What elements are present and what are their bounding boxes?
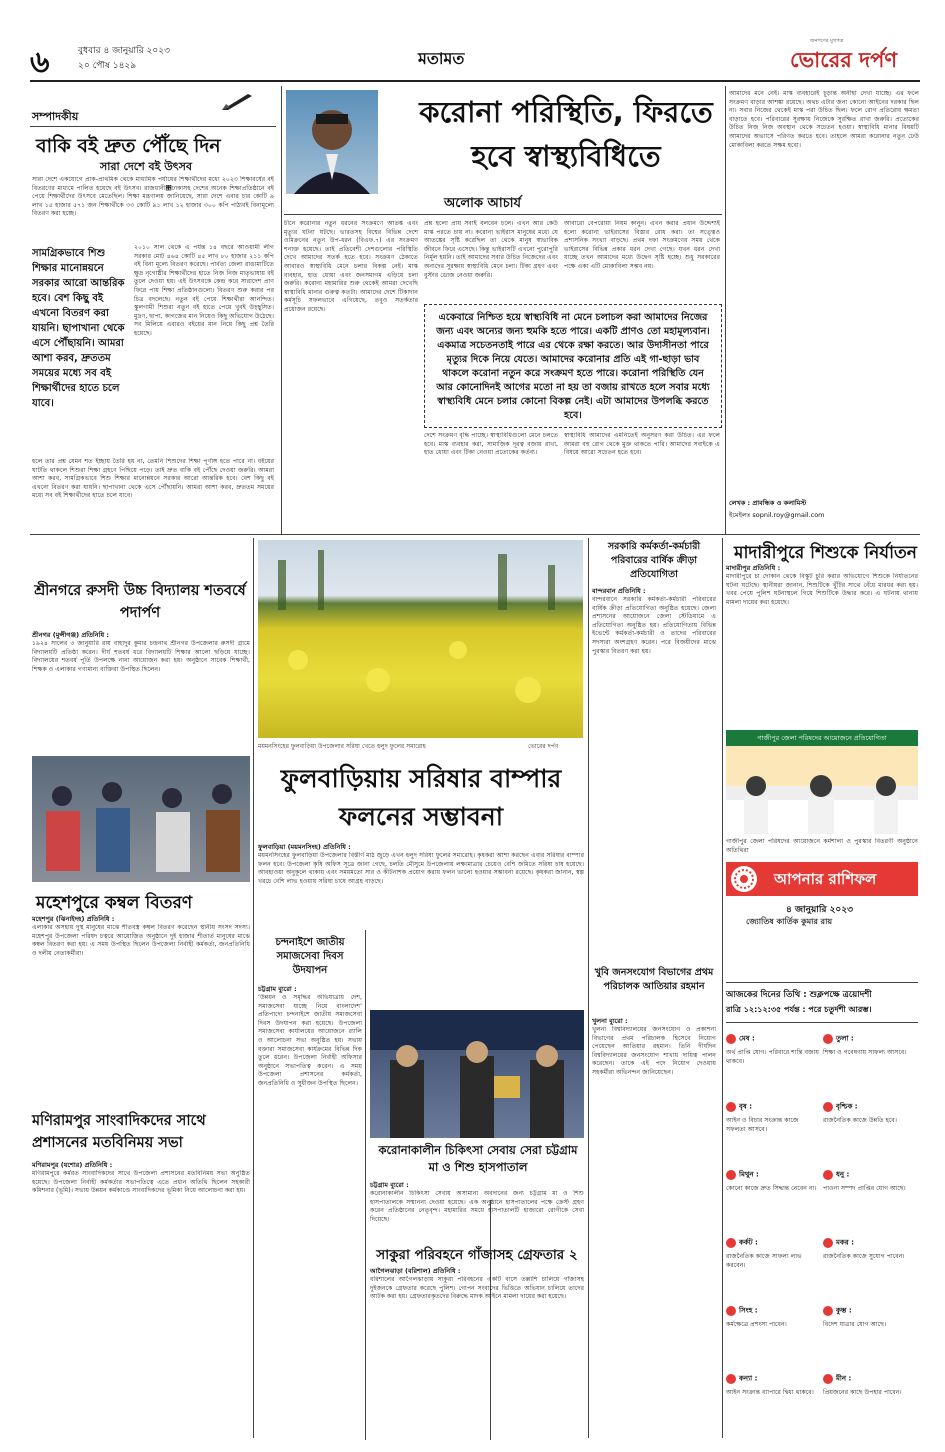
mustard-byline: ফুলবাড়িয়া (ময়মনসিংহ) প্রতিনিধি : [258,843,351,851]
sports-body: বান্দরবানে সরকারি কর্মকর্তা-কর্মচারী পরিবারের বার্ষিক ক্রীড়া প্রতিযোগিতা অনুষ্ঠিত হয়েছে। জেলা প্রশাসনের আয়োজনে জেলা স্টেডিয়ামে এ প্রতিযোগিতা অনুষ্ঠিত হয়। প্রতিযোগিতায় বিভিন্ন ইভেন্টে কর্মকর্তা-কর্মচারী ও তাদের পরিবারের সদস্যরা অংশগ্রহণ করেন। পরে বিজয়ীদের মাঝে পুরস্কার বিতরণ করা হয়। [592,596,716,655]
maheshpur-byline: মহেশপুর (ঝিনাইদহ) প্রতিনিধি : [32,915,115,923]
zodiac-icon [823,1306,833,1316]
zodiac-icon [823,1034,833,1044]
srinagar-headline: শ্রীনগরে রুসদী উচ্চ বিদ্যালয় শতবর্ষে পদার্পণ [34,583,246,621]
page-number: ৬ [30,45,50,80]
gazipur-banner-text: গাজীপুর জেলা পরিষদের আয়োজনে প্রতিযোগিতা [726,730,918,746]
zodiac-sign-entry [823,1096,917,1160]
mustard-field-photo [258,540,583,738]
opinion-col-4: আমাদের মনে নেই। মাস্ক ব্যবহারেই চূড়ান্ত অনীহা দেখা যাচ্ছে। এর ফলে সংক্রমণ বাড়ার আশঙ্কা রয়েছে। অথচ এটার জন্য কোনো আইনের দরকার ছিল না। সবার নিজের থেকেই মাস্ক পরা উচিত ছিল। ফলে রোগ প্রতিরোধ ক্ষমতা বাড়াতে হবে। পরিবারের সুরক্ষায় নিজেকে সুরক্ষিত রাখা জরুরি। প্রত্যেকের উচিত নিজ নিজ অবস্থান থেকে সচেতন হওয়া। স্বাস্থ্যবিধি মানার বিষয়টি আমাদের অভ্যাসে পরিণত করতে হবে। তাহলে আমরা করোনার নতুন ঢেউ মোকাবিলা করতে সক্ষম হবো। [729,90,919,149]
gazipur-event-photo [726,730,918,834]
zodiac-sign-name: কুম্ভ : [836,1306,852,1315]
opinion-author: অলোক আচার্য [444,196,521,211]
horoscope-title: আপনার রাশিফল [774,870,877,888]
zodiac-sign-name: ধনু : [836,1170,850,1179]
zodiac-sign-text: রাজনৈতিক কাজে সাফল্য লাভ করবেন। [726,1253,802,1269]
zodiac-sign-entry [823,1028,917,1092]
zodiac-signs-grid [726,1028,918,1436]
blanket-photo [32,756,250,882]
section-title: মতামত [418,49,465,68]
zodiac-sign-entry [726,1232,820,1296]
zodiac-icon [823,1102,833,1112]
zodiac-sign-name: বৃষ : [739,1102,752,1111]
zodiac-sign-entry [726,1300,820,1364]
khulna-headline: খুবি জনসংযোগ বিভাগের প্রথম পরিচালক আতিয়ার রহমান [594,967,714,992]
mustard-photo-credit: ভোরের দর্পণ [528,743,559,750]
editorial-body-3: হলে তার প্রশ্ন যেমন শত ইচ্ছায় তৈরি হয় না, তেমনি শিশুদের শিক্ষা পূর্ণাঙ্গ হতে পারে না। বইয়ের ঘাটতি থাকলে শিশুরা শিক্ষা গ্রহণে পিছিয়ে পড়ে। তাই দ্রুত বাকি বই পৌঁছে দেওয়া জরুরি। আমরা আশা করব, সামগ্রিকভাবে শিশু শিক্ষার মানোন্নয়নে সরকার আরো আন্তরিক হবে। বেশ কিছু বই এখনো বিতরণ করা যায়নি। ছাপাখানা থেকে এসে পৌঁছায়নি। আমরা আশা করব, দ্রুততম সময়ের মধ্যে সব বই শিক্ষার্থীদের হাতে চলে যাবে। [32,458,274,500]
mustard-body: ময়মনসিংহের ফুলবাড়িয়া উপজেলার বিস্তীর্ণ মাঠ জুড়ে এখন হলুদ সরিষা ফুলের সমারোহ। কৃষকরা আশা করছেন এবার সরিষার বাম্পার ফলন হবে। উপজেলা কৃষি অফিস সূত্রে জানা গেছে, চলতি মৌসুমে উপজেলায় লক্ষ্যমাত্রার চেয়েও বেশি জমিতে সরিষা চাষ হয়েছে। আবহাওয়া অনুকূলে থাকায় এবং সময়মতো সার ও কীটনাশক প্রয়োগ করায় ফলন ভালো হওয়ার সম্ভাবনা রয়েছে। কৃষকরা জানান, স্বল্প খরচে বেশি লাভ হওয়ায় সরিষা চাষে আগ্রহ বাড়ছে। [258,852,584,885]
srinagar-byline: শ্রীনগর (মুন্সীগঞ্জ) প্রতিনিধি : [32,631,110,639]
horoscope-date: ৪ জানুয়ারি ২০২৩ [786,905,853,915]
zodiac-sign-entry [726,1368,820,1432]
opinion-headline: করোনা পরিস্থিতি, ফিরতে হবে স্বাস্থ্যবিধিতে [419,95,713,173]
paper-logo: ভোরের দর্পণ [790,48,898,72]
opinion-col-1: চীনে করোনার নতুন ধরনের সংক্রমণে আতঙ্ক এবং মৃত্যুর ঘটনা ঘটছে। ভারতসহ বিশ্বের বিভিন্ন দেশে ওমিক্রনের নতুন উপ-ধরন (বিএফ.৭) এর সংক্রমণ শনাক্ত হয়েছে। তাই প্রতিবেশী দেশগুলোর পরিস্থিতি দেখে আমাদের সতর্ক হতে হবে। সংক্রমণ ঠেকাতে আবারও স্বাস্থ্যবিধি মেনে চলার বিকল্প নেই। মাস্ক ব্যবহার, হাত ধোয়া এবং জনসমাগম এড়িয়ে চলা জরুরি। করোনা মহামারির শুরু থেকেই আমরা দেখেছি স্বাস্থ্যবিধি মানার গুরুত্ব কতটা। আমাদের দেশে টিকাদান কর্মসূচি সফলভাবে এগিয়েছে, তবুও সতর্কতার প্রয়োজন রয়েছে। [284,220,418,313]
chandanaish-byline: চট্টগ্রাম ব্যুরো : [258,985,297,993]
zodiac-icon [726,1238,736,1248]
paper-tagline: জনগণের মুখপত্র [810,38,844,44]
zodiac-sign-name: মিথুন : [739,1170,759,1179]
madaripur-byline: মাদারীপুর প্রতিনিধি : [726,564,781,572]
maheshpur-body: এলাকার অসহায় দুস্থ মানুষের মাঝে শীতবস্ত্র কম্বল বিতরণ করেছেন স্থানীয় সংসদ সদস্য। মহেশপুর উপজেলা পরিষদ চত্বরে আয়োজিত অনুষ্ঠানে দুই হাজার শীতার্ত মানুষের মাঝে কম্বল বিতরণ করা হয়। এ সময় উপস্থিত ছিলেন উপজেলা নির্বাহী কর্মকর্তা, জনপ্রতিনিধি ও দলীয় নেতাকর্মীরা। [32,924,250,957]
gazipur-caption: গাজীপুর জেলা পরিষদের আয়োজনে কর্মশালা ও পুরস্কার বিতরণী অনুষ্ঠানে অতিথিরা [726,838,918,854]
opinion-tail-2: স্বাস্থ্যবিধি আমাদের এমনিতেই অনুসরণ করা উচিত। এর ফলে আমরা বহু রোগ থেকে মুক্ত থাকতে পারি। আমাদের সবাইকে এ বিষয়ে আরো সচেতন হতে হবে। [564,432,720,457]
horoscope-box [726,862,918,1440]
zodiac-icon [726,1102,736,1112]
zodiac-sign-name: বৃশ্চিক : [836,1102,858,1111]
hospital-award-photo [370,1010,584,1138]
zodiac-sign-entry [823,1164,917,1228]
maheshpur-headline: মহেশপুরে কম্বল বিতরণ [36,893,193,913]
zodiac-sign-entry [726,1096,820,1160]
opinion-callout [424,304,722,428]
sakura-byline: আগৈলঝাড়া (বরিশাল) প্রতিনিধি : [370,1267,461,1275]
editorial-subhead: সারা দেশে বই উৎসব [100,160,193,173]
editorial-section [30,86,276,532]
opinion-col-2: প্রশ্ন হলো প্রায় সবাই বলবেন চলে। এখন আর কেউ মাস্ক পরতে চায় না। করোনা ভাইরাস মানুষের মধ্যে যে আতঙ্কের সৃষ্টি করেছিল তা থেকে মানুষ স্বাভাবিক জীবনে ফিরে এসেছে। কিন্তু ভাইরাসটি এখনো পুরোপুরি নির্মূল হয়নি। তাই আমাদের সবার উচিত নিজেদের এবং অন্যদের সুরক্ষায় স্বাস্থ্যবিধি মেনে চলা। টিকা গ্রহণ এবং বুস্টার ডোজ নেওয়া জরুরি। [424,220,558,279]
chandanaish-body: ‘উন্নয়ন ও সমৃদ্ধির অভিযাত্রায় দেশ, সমাজসেবা যাচ্ছে নিয়ে বাংলাদেশ’ প্রতিপাদ্যে চন্দনাইশে জাতীয় সমাজসেবা দিবস উদযাপন করা হয়েছে। উপজেলা সমাজসেবা কার্যালয়ের আয়োজনে র‍্যালি ও আলোচনা সভা অনুষ্ঠিত হয়। সভায় বক্তারা সমাজসেবা কার্যক্রমের বিভিন্ন দিক তুলে ধরেন। উপজেলা নির্বাহী অফিসার অনুষ্ঠানে সভাপতিত্ব করেন। এ সময় উপজেলা প্রশাসনের কর্মকর্তা, জনপ্রতিনিধি ও সুধীজন উপস্থিত ছিলেন। [258,994,362,1087]
zodiac-icon [726,1374,736,1384]
author-email: ইমেইলঃ sopnil.roy@gmail.com [729,511,825,519]
zodiac-icon [823,1374,833,1384]
zodiac-sign-name: সিংহ : [739,1306,758,1315]
tithi-time: রাত্রি ১২:১২:৩৫ পর্যন্ত : পরে চতুর্দশী আরম্ভ। [726,1005,872,1014]
zodiac-sign-text: শিক্ষা ও গবেষণায় সাফল্য আসবে। [823,1049,907,1056]
sakura-body: বরিশালের আগৈলঝাড়ায় সাকুরা পরিবহনের একটি বাসে তল্লাশি চালিয়ে গাঁজাসহ দুইজনকে গ্রেফতার করেছে পুলিশ। গোপন সংবাদের ভিত্তিতে অভিযান চালিয়ে তাদের আটক করা হয়। গ্রেফতারকৃতদের বিরুদ্ধে মাদক আইনে মামলা দায়ের করা হয়েছে। [370,1276,584,1301]
editorial-label: সম্পাদকীয় [32,110,79,123]
opinion-callout-text: একেবারে নিশ্চিত হয়ে স্বাস্থ্যবিধি না মেনে চলাচল করা আমাদের নিজের জন্য এবং অন্যের জন্য হুমকি হতে পারে। একটি প্রাণও তো মহামূল্যবান। একমাত্র সচেতনতাই পারে এর থেকে রক্ষা করতে। আর উদাসীনতা পারে মৃত্যুর দিকে নিয়ে যেতে। আমাদের করোনার প্রতি এই গা-ছাড়া ভাব থাকলে করোনা নতুন করে সংক্রমণ হতে পারে। করোনা পরিস্থিতি যেন আর কোনোদিনই আগের মতো না হয় তা বজায় রাখতে হলে সবার মধ্যে স্বাস্থ্যবিধি মেনে চলার কোনো বিকল্প নেই। এটা আমাদের উপলব্ধি করতে হবে। [436,312,710,421]
zodiac-icon [823,1238,833,1248]
zodiac-sign-name: কর্কট : [739,1238,758,1247]
khulna-body: খুলনা বিশ্ববিদ্যালয়ের জনসংযোগ ও প্রকাশনা বিভাগের প্রথম পরিচালক হিসেবে নিয়োগ পেয়েছেন আতিয়ার রহমান। তিনি দীর্ঘদিন বিশ্ববিদ্যালয়ের জনসংযোগ শাখায় দায়িত্ব পালন করেছেন। তাকে এই পদে নিয়োগ দেওয়ায় সহকর্মীরা অভিনন্দন জানিয়েছেন। [592,1026,716,1076]
srinagar-body: ১৯২৪ সালের ৩ জানুয়ারি রায় বাহাদুর কুমার চন্দ্রনাথ শ্রীনগর উপজেলার রুসদী গ্রামে বিদ্যালয়টি প্রতিষ্ঠা করেন। দীর্ঘ শতবর্ষ ধরে বিদ্যালয়টি শিক্ষার আলো ছড়িয়ে যাচ্ছে। বিদ্যালয়ের শতবর্ষ পূর্তি উপলক্ষে নানা আয়োজন করা হয়। অনুষ্ঠানে সাবেক শিক্ষার্থী, শিক্ষক ও এলাকার গণ্যমান্য ব্যক্তিরা উপস্থিত ছিলেন। [32,640,250,673]
zodiac-sign-name: তুলা : [836,1034,854,1043]
chandanaish-headline: চন্দনাইশে জাতীয় সমাজসেবা দিবস উদযাপন [275,937,345,976]
zodiac-sign-text: অর্থ প্রাপ্তি যোগ। পরিবারে শান্তি বজায় থাকবে। [726,1049,820,1065]
mustard-headline: ফুলবাড়িয়ায় সরিষার বাম্পার ফলনের সম্ভাবনা [280,764,562,831]
zodiac-sign-text: রাজনৈতিক কাজে সুযোগ পাবেন। [823,1253,905,1260]
zodiac-sign-entry [823,1232,917,1296]
sports-byline: বান্দরবান প্রতিনিধি : [592,587,646,595]
date-line-1: বুধবার ৪ জানুয়ারি ২০২৩ [78,46,170,56]
author-note: লেখক : প্রাবন্ধিক ও কলামিস্ট [729,499,807,507]
monirampur-byline: মণিরামপুর (যশোর) প্রতিনিধি : [32,1161,113,1169]
masthead [0,0,945,80]
date-line-2: ২০ পৌষ ১৪২৯ [78,61,137,71]
zodiac-sign-text: আইন সংক্রান্ত ব্যাপারে দ্বিধা থাকবে। [726,1389,814,1396]
zodiac-sign-entry [823,1300,917,1364]
horoscope-astrologer: জ্যোতিষ কার্তিক কুমার রায় [746,917,833,926]
hospital-byline: চট্টগ্রাম ব্যুরো : [370,1181,409,1189]
editorial-body-1: সারা দেশে একযোগে প্রাক-প্রাথমিক থেকে মাধ্যমিক পর্যায়ের শিক্ষার্থীদের মধ্যে ২০২৩ শিক্ষাবর্ষের বই বিতরণের মাধ্যমে পালিত হয়েছে বই উৎসব। রাজধানী঵ঢাকাসহ দেশের অনেক শিক্ষাপ্রতিষ্ঠানে বই পেয়ে শিক্ষার্থীদের উৎসবে মেতেছিল। শিক্ষা মন্ত্রণালয় জানিয়েছে, সারা দেশে এবার চার কোটি ৯ লাখ ১৫ হাজার ৫৭১ জন শিক্ষার্থীকে ৩৩ কোটি ৯১ লাখ ১২ হাজার ৩০০ কপি পাঠ্যবই বিনামূল্যে বিতরণ করা হচ্ছে। [32,176,274,218]
zodiac-sign-text: বিদেশ যাত্রার যোগ আছে। [823,1321,887,1328]
editorial-headline: বাকি বই দ্রুত পৌঁছে দিন [36,135,221,157]
editorial-body-2: ২০১০ সাল থেকে এ পর্যন্ত ১৪ বছরে আওয়ামী লীগ সরকার মোট ৪৬৪ কোটি ৪৫ লাখ ৮০ হাজার ২১১ কপি বই বিনা মূল্যে বিতরণ করেছে। পার্বত্য জেলা রাঙামাটিতে ক্ষুদ্র নৃগোষ্ঠীর শিক্ষার্থীদের হাতে নিজ নিজ মাতৃভাষায় বই তুলে দেওয়া হয়। এই উৎসবকে কেন্দ্র করে সারাদেশ প্রাণ ফিরে পায় শিক্ষা প্রতিষ্ঠানগুলো। বিতরণ শুরু করার পর চিত্র বদলেছে। নতুন বই পেয়ে শিক্ষার্থীরা আনন্দিত। স্কুলগামী শিশুরা নতুন বই হাতে পেয়ে খুবই উচ্ছ্বসিত। মুদ্রণ, ছাপা, কাগজের মান নিয়েও কিছু অভিযোগ উঠেছে। সব মিলিয়ে এবারও বইয়ের মান নিয়ে কিছু প্রশ্ন তৈরি হয়েছে। [134,244,274,337]
madaripur-headline: মাদারীপুরে শিশুকে নির্যাতন [734,543,917,563]
sakura-headline: সাকুরা পরিবহনে গাঁজাসহ গ্রেফতার ২ [376,1247,578,1263]
mustard-photo-caption: ময়মনসিংহের ফুলবাড়িয়া উপজেলার সরিষা খেতে হলুদ ফুলের সমারোহ [258,743,426,750]
author-photo [286,90,378,194]
zodiac-sign-name: মেষ : [739,1034,755,1043]
zodiac-icon [823,1170,833,1180]
opinion-tail-1: দেশে সংক্রমণ বৃদ্ধি পাচ্ছে। স্বাস্থ্যবিধিগুলো মেনে চলতে হবে। মাস্ক ব্যবহার করা, সামাজিক দূরত্ব বজায় রাখা, হাত ধোয়া এবং টিকা নেওয়া প্রত্যেকের কর্তব্য। [424,432,558,457]
zodiac-icon [726,1170,736,1180]
zodiac-sign-text: কোনো কাজে দ্রুত সিদ্ধান্ত নেবেন না। [726,1185,817,1192]
monirampur-headline: মণিরামপুর সাংবাদিকদের সাথে প্রশাসনের মতবিনিময় সভা [32,1113,206,1151]
opinion-continued [729,86,921,532]
madaripur-body: মাদারীপুরে চা দোকান থেকে বিস্কুট চুরি করার অভিযোগে শিশুকে নির্যাতনের ঘটনা ঘটেছে। স্থানীয়রা জানান, শিশুটিকে খুঁটির সাথে বেঁধে মারধর করা হয়। খবর পেয়ে পুলিশ ঘটনাস্থলে গিয়ে শিশুটিকে উদ্ধার করে। এ ঘটনায় থানায় মামলা দায়ের করা হয়েছে। [726,573,918,606]
zodiac-sign-entry [726,1164,820,1228]
zodiac-sign-name: মকর : [836,1238,854,1247]
zodiac-icon [726,1306,736,1316]
zodiac-sign-entry [823,1368,917,1432]
zodiac-sign-name: কন্যা : [739,1374,758,1383]
editorial-pullquote: সামগ্রিকভাবে শিশু শিক্ষার মানোন্নয়নে সরকার আরো আন্তরিক হবে। বেশ কিছু বই এখনো বিতরণ করা যায়নি। ছাপাখানা থেকে এসে পৌঁছায়নি। আমরা আশা করব, দ্রুততম সময়ের মধ্যে সব বই শিক্ষার্থীদের হাতে চলে যাবে। [32,248,125,409]
hospital-body: করোনাকালীন চিকিৎসা সেবায় অসামান্য অবদানের জন্য চট্টগ্রাম মা ও শিশু হাসপাতালকে সম্মাননা দেওয়া হয়েছে। এক অনুষ্ঠানে হাসপাতালের পক্ষে ক্রেস্ট গ্রহণ করেন প্রতিষ্ঠানের নেতৃবৃন্দ। মহামারির সময়ে হাসপাতালটি হাজারো রোগীকে সেবা দিয়েছে। [370,1190,584,1223]
khulna-byline: খুলনা ব্যুরো : [592,1017,628,1025]
zodiac-sign-text: কর্মক্ষেত্রে প্রশংসা পাবেন। [726,1321,787,1328]
hospital-headline: করোনাকালীন চিকিৎসা সেবায় সেরা চট্টগ্রাম মা ও শিশু হাসপাতাল [378,1143,578,1174]
monirampur-body: মণিরামপুরে কর্মরত সাংবাদিকদের সাথে উপজেলা প্রশাসনের মতবিনিময় সভা অনুষ্ঠিত হয়েছে। উপজেলা নির্বাহী কর্মকর্তার সভাপতিত্বে এতে প্রধান অতিথি ছিলেন সহকারী কমিশনার (ভূমি)। সভায় উন্নয়ন কর্মকাণ্ডে সাংবাদিকদের ভূমিকা নিয়ে আলোচনা করা হয়। [32,1170,250,1195]
zodiac-sign-entry [726,1028,820,1092]
tithi-title: আজকের দিনের তিথি : শুক্লপক্ষে ত্রয়োদশী [726,990,872,1000]
sports-headline: সরকারি কর্মকর্তা-কর্মচারী পরিবারের বার্ষিক ক্রীড়া প্রতিযোগিতা [607,541,701,580]
zodiac-sign-text: আইন ও বিচার সংক্রান্ত কাজে সফলতা আসবে। [726,1117,799,1133]
pen-icon [220,90,254,112]
zodiac-sign-text: প্রিয়জনের কাছে উপহার পাবেন। [823,1389,902,1396]
zodiac-wheel-icon [730,865,758,893]
zodiac-sign-text: পাওনা সম্পদ প্রাপ্তির যোগ আছে। [823,1185,906,1192]
opinion-section [284,86,722,532]
zodiac-sign-name: মীন : [836,1374,852,1383]
horoscope-header [726,862,918,896]
opinion-col-3: আবারো বেপরোয়া নিয়ম কানুন। এখন করার প্রধান উদ্দেশ্যই হলো করোনা ভাইরাসের বিস্তার রোধ করা। তা সত্ত্বেও প্রশাসনিক সংখ্যা বাড়ছে। প্রথম দফা সংক্রমণের সময় থেকে ভাইরাসের বিভিন্ন প্রকার ধরন দেখা গেছে। যখন ধরন দেখা যাচ্ছে তখন আমাদের মধ্যে উদ্বেগ সৃষ্টি হচ্ছে। শুধু সরকারের পক্ষে একা এটি মোকাবিলা সম্ভব নয়। [564,220,720,270]
zodiac-icon [726,1034,736,1044]
zodiac-sign-text: রাজনৈতিক কাজে উন্নতি হবে। [823,1117,897,1124]
